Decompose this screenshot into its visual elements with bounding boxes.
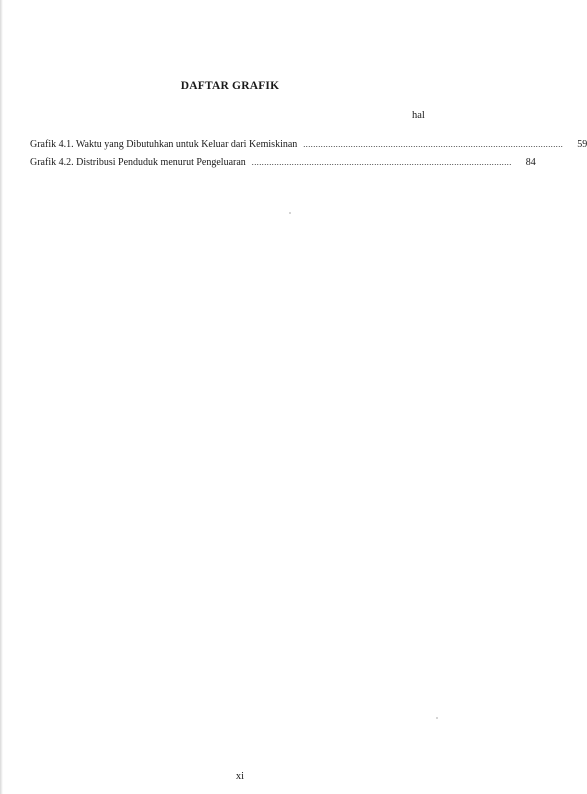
scan-speck xyxy=(289,212,291,214)
page-number: xi xyxy=(235,771,245,782)
toc-entry-label: Grafik 4.2. Distribusi Penduduk menurut Pengeluaran xyxy=(30,157,246,168)
scan-speck xyxy=(436,717,438,719)
toc-entry[interactable] xyxy=(30,136,587,154)
page-title: DAFTAR GRAFIK xyxy=(180,80,280,92)
toc-entry-page: 84 xyxy=(525,157,536,168)
page-edge-shadow xyxy=(0,0,3,794)
toc-entry[interactable] xyxy=(30,154,536,172)
leader-dots: ........................................................................................................ xyxy=(251,158,512,167)
table-of-figures xyxy=(30,136,587,172)
toc-entry-page: 59 xyxy=(577,139,587,150)
page-column-label: hal xyxy=(412,110,425,121)
leader-dots: ........................................................................................................ xyxy=(303,140,564,149)
toc-entry-label: Grafik 4.1. Waktu yang Dibutuhkan untuk Keluar dari Kemiskinan xyxy=(30,139,298,150)
